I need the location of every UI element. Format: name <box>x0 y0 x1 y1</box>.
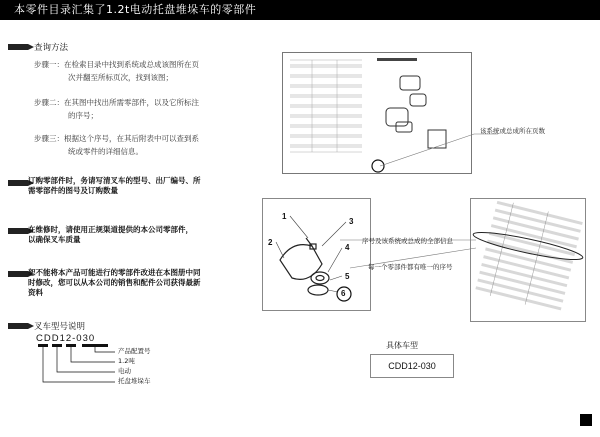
step-label: 步骤二： <box>34 98 64 107</box>
note-maintenance <box>28 225 193 245</box>
note-line: 时修改，您可以从本公司的销售和配件公司获得最新 <box>28 278 201 287</box>
part-label-6: 6 <box>341 289 346 298</box>
step-1 <box>34 58 199 84</box>
step-label: 步骤三： <box>34 134 64 143</box>
header-bar <box>0 0 600 20</box>
legend-type: 托盘堆垛车 <box>118 377 151 385</box>
note-line: 需零部件的图号及订购数量 <box>28 186 118 195</box>
unique-callout-text: 每一个零部件都有唯一的序号 <box>368 263 453 271</box>
step-text: 次并翻至所标页次，找到该图； <box>68 73 173 82</box>
section-marker <box>8 323 28 329</box>
parts-table-illustration <box>470 198 586 322</box>
legend-config: 产品配置号 <box>118 347 151 355</box>
model-code: CDD12-030 <box>36 333 96 344</box>
step-2 <box>34 96 199 122</box>
step-text: 在其图中找出所需零部件，以及它所标注 <box>64 98 199 107</box>
note-line: 以确保叉车质量 <box>28 235 81 244</box>
note-line: 恕不能将本产品可能进行的零部件改进在本图册中同 <box>28 268 201 277</box>
part-label-3: 3 <box>349 217 354 226</box>
note-disclaimer <box>28 268 201 298</box>
note-line: 在维修时，请使用正规渠道提供的本公司零部件， <box>28 225 193 234</box>
note-line: 订购零部件时，务请写清叉车的型号、出厂编号、所 <box>28 176 201 185</box>
section-marker <box>8 228 28 234</box>
step-text: 的序号； <box>68 111 98 120</box>
note-ordering <box>28 176 201 196</box>
legend-power: 电动 <box>118 367 131 375</box>
legend-capacity: 1.2吨 <box>118 357 135 365</box>
part-label-4: 4 <box>345 243 350 252</box>
serial-callout-text: 序号及该系统或总成的全部信息 <box>362 237 453 245</box>
car-model-box: CDD12-030 <box>370 354 454 378</box>
step-text: 统或零件的详细信息。 <box>68 147 143 156</box>
step-text: 根据这个序号，在其后附表中可以查到系 <box>64 134 199 143</box>
note-line: 资料 <box>28 288 43 297</box>
page-corner-marker <box>580 414 592 426</box>
part-label-1: 1 <box>282 212 287 221</box>
step-label: 步骤一： <box>34 60 64 69</box>
section-marker <box>8 271 28 277</box>
part-label-5: 5 <box>345 272 350 281</box>
section-marker <box>8 44 28 50</box>
step-text: 在检索目录中找到系统或总成该图所在页 <box>64 60 199 69</box>
step-3 <box>34 132 199 158</box>
car-model-label: 具体车型 <box>386 341 418 350</box>
part-label-2: 2 <box>268 238 273 247</box>
page-title: 本零件目录汇集了1.2t电动托盘堆垛车的零部件 <box>14 3 257 16</box>
model-spec-title: 叉车型号说明 <box>34 322 86 332</box>
page-callout-text: 该系统或总成所在页数 <box>480 127 545 135</box>
query-method-title: 查询方法 <box>34 43 69 53</box>
section-marker <box>8 180 28 186</box>
